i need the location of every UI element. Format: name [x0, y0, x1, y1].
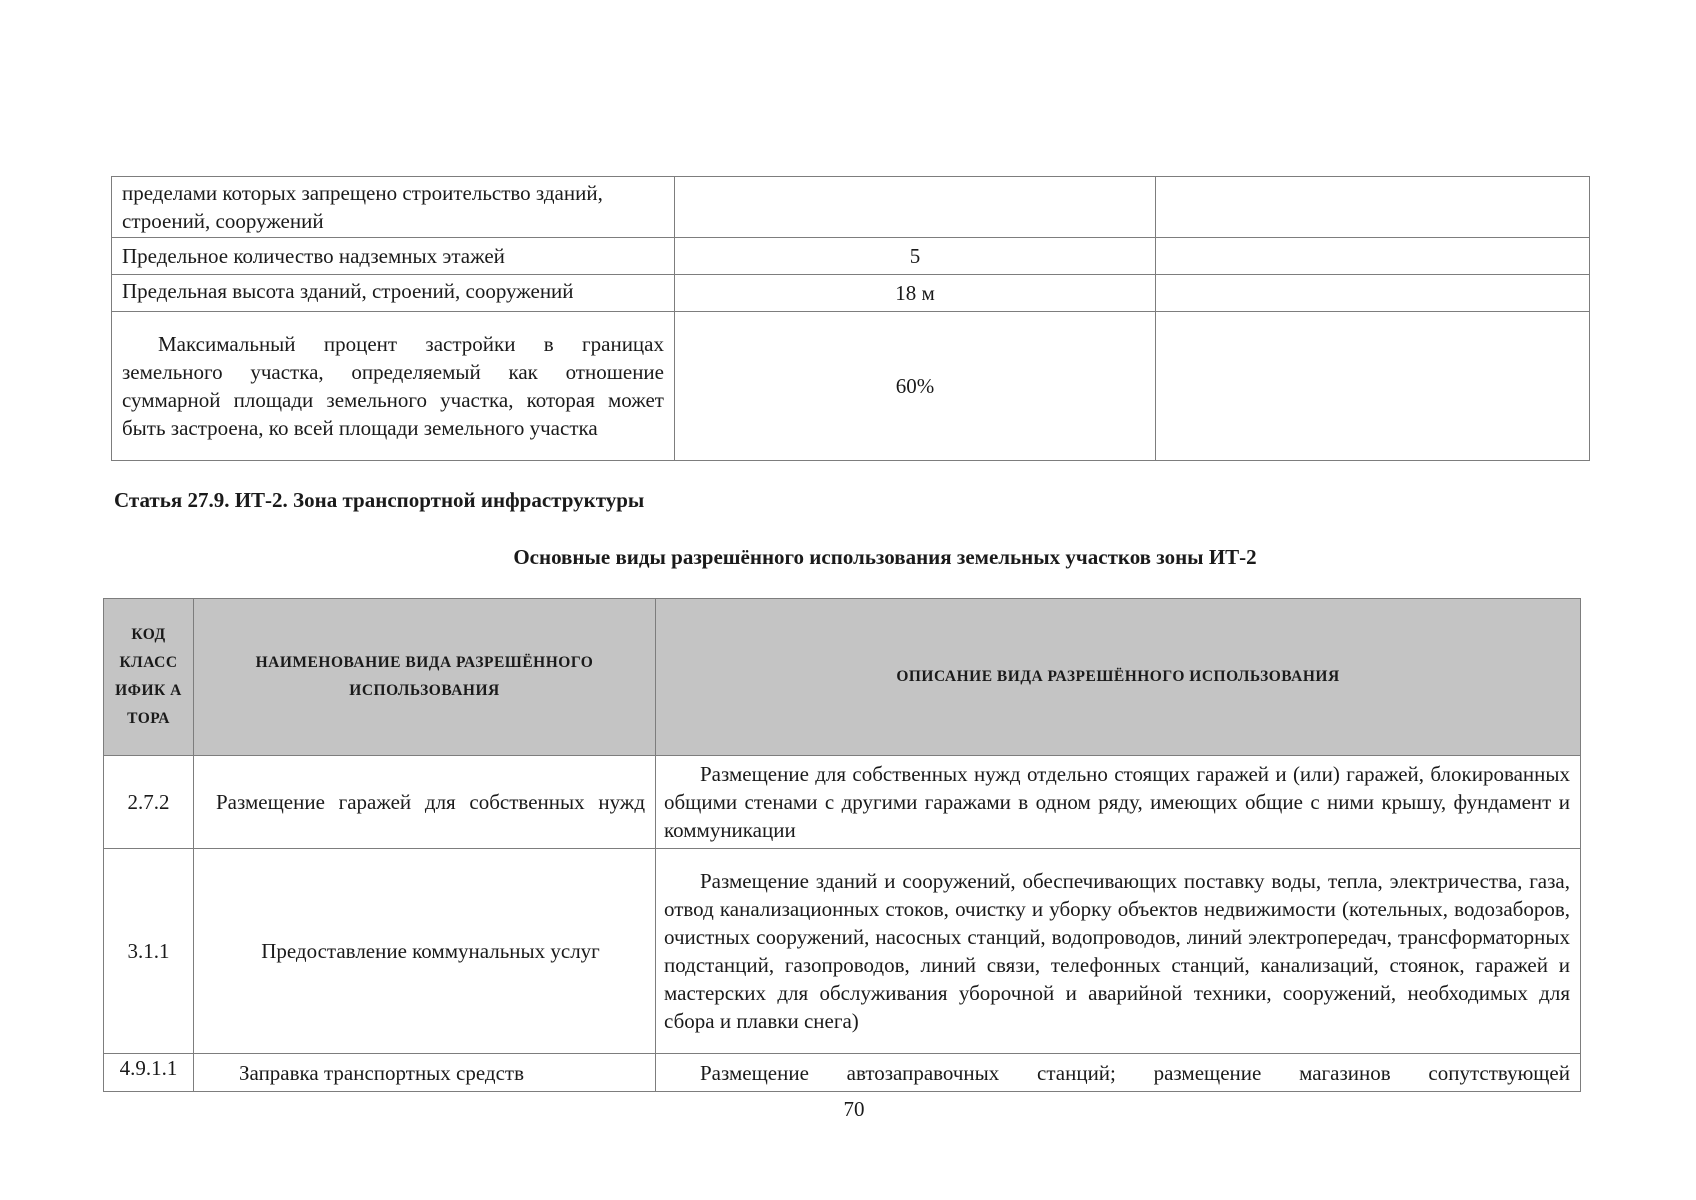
table-row — [104, 849, 1581, 1054]
header-description: ОПИСАНИЕ ВИДА РАЗРЕШЁННОГО ИСПОЛЬЗОВАНИЯ — [656, 599, 1581, 756]
name-cell: Заправка транспортных средств — [194, 1054, 656, 1092]
value-cell — [675, 177, 1156, 238]
note-cell — [1156, 312, 1590, 461]
value-cell: 5 — [675, 238, 1156, 275]
article-heading: Статья 27.9. ИТ-2. Зона транспортной инфраструктуры — [114, 488, 645, 512]
param-cell: пределами которых запрещено строительство зданий, строений, сооружений — [112, 177, 675, 238]
note-cell — [1156, 238, 1590, 275]
param-cell: Предельное количество надземных этажей — [112, 238, 675, 275]
name-cell: Предоставление коммунальных услуг — [194, 849, 656, 1054]
param-cell: Максимальный процент застройки в границах земельного участка, определяемый как отношение суммарной площади земельного участка, которая может быть застроена, ко всей площади земельного участка — [112, 312, 675, 461]
page-number: 70 — [843, 1097, 865, 1121]
table-row — [104, 756, 1581, 849]
permitted-use-table — [103, 598, 1581, 1092]
code-cell: 4.9.1.1 — [104, 1054, 194, 1092]
table-row — [112, 238, 1590, 275]
zone-parameters-table — [111, 176, 1590, 461]
note-cell — [1156, 177, 1590, 238]
note-cell — [1156, 275, 1590, 312]
table-header-row — [104, 599, 1581, 756]
description-cell: Размещение для собственных нужд отдельно стоящих гаражей и (или) гаражей, блокированных общими стенами с другими гаражами в одном ряду, имеющих общие с ними крышу, фундамент и коммуникации — [656, 756, 1581, 849]
name-cell: Размещение гаражей для собственных нужд — [194, 756, 656, 849]
table-row — [112, 177, 1590, 238]
description-cell: Размещение автозаправочных станций; размещение магазинов сопутствующей — [656, 1054, 1581, 1092]
table-title: Основные виды разрешённого использования земельных участков зоны ИТ-2 — [513, 545, 1257, 569]
value-cell: 18 м — [675, 275, 1156, 312]
header-code: КОД КЛАСС ИФИК А ТОРА — [104, 599, 194, 756]
param-cell: Предельная высота зданий, строений, сооружений — [112, 275, 675, 312]
table-row — [112, 275, 1590, 312]
table-row — [112, 312, 1590, 461]
table-row — [104, 1054, 1581, 1092]
value-cell: 60% — [675, 312, 1156, 461]
code-cell: 3.1.1 — [104, 849, 194, 1054]
description-cell: Размещение зданий и сооружений, обеспечивающих поставку воды, тепла, электричества, газа, отвод канализационных стоков, очистку и уборку объектов недвижимости (котельных, водозаборов, очистных сооружений, насосных станций, водопроводов, линий электропередач, трансформаторных подстанций, газопроводов, линий связи, телефонных станций, канализаций, стоянок, гаражей и мастерских для обслуживания уборочной и аварийной техники, сооружений, необходимых для сбора и плавки снега) — [656, 849, 1581, 1054]
code-cell: 2.7.2 — [104, 756, 194, 849]
header-name: НАИМЕНОВАНИЕ ВИДА РАЗРЕШЁННОГО ИСПОЛЬЗОВАНИЯ — [194, 599, 656, 756]
